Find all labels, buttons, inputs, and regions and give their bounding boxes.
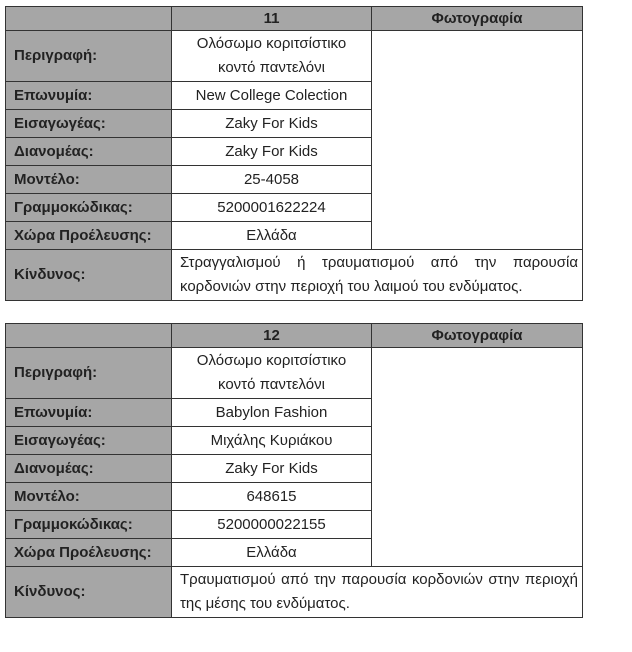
risk-row xyxy=(6,567,583,618)
description-label: Περιγραφή: xyxy=(6,31,172,82)
model-value: 25-4058 xyxy=(172,166,372,194)
distributor-label: Διανομέας: xyxy=(6,455,172,483)
description-line-1: Ολόσωμο κοριτσίστικο xyxy=(196,35,347,52)
description-line-1: Ολόσωμο κοριτσίστικο xyxy=(196,352,347,369)
barcode-label: Γραμμοκώδικας: xyxy=(6,194,172,222)
importer-label: Εισαγωγέας: xyxy=(6,427,172,455)
product-table-12 xyxy=(5,323,583,618)
barcode-value: 5200000022155 xyxy=(172,511,372,539)
origin-label: Χώρα Προέλευσης: xyxy=(6,222,172,250)
photo-header: Φωτογραφία xyxy=(372,7,583,31)
brand-label: Επωνυμία: xyxy=(6,399,172,427)
model-value: 648615 xyxy=(172,483,372,511)
item-number: 12 xyxy=(172,324,372,348)
brand-value: New College Colection xyxy=(172,82,372,110)
model-label: Μοντέλο: xyxy=(6,166,172,194)
description-row xyxy=(6,348,583,399)
importer-label: Εισαγωγέας: xyxy=(6,110,172,138)
description-label: Περιγραφή: xyxy=(6,348,172,399)
risk-label: Κίνδυνος: xyxy=(6,250,172,301)
origin-label: Χώρα Προέλευσης: xyxy=(6,539,172,567)
risk-value: Στραγγαλισμού ή τραυματισμού από την παρουσία κορδονιών στην περιοχή του λαιμού του ενδύματος. xyxy=(172,250,583,301)
risk-label: Κίνδυνος: xyxy=(6,567,172,618)
product-table-11 xyxy=(5,6,583,301)
origin-value: Ελλάδα xyxy=(172,222,372,250)
risk-row xyxy=(6,250,583,301)
importer-value: Μιχάλης Κυριάκου xyxy=(172,427,372,455)
brand-value: Babylon Fashion xyxy=(172,399,372,427)
description-line-2: κοντό παντελόνι xyxy=(218,59,325,76)
distributor-value: Zaky For Kids xyxy=(172,138,372,166)
risk-value: Τραυματισμού από την παρουσία κορδονιών στην περιοχή της μέσης του ενδύματος. xyxy=(172,567,583,618)
photo-cell xyxy=(372,31,583,250)
description-value xyxy=(172,31,372,82)
distributor-label: Διανομέας: xyxy=(6,138,172,166)
description-row xyxy=(6,31,583,82)
header-empty-cell xyxy=(6,7,172,31)
barcode-label: Γραμμοκώδικας: xyxy=(6,511,172,539)
importer-value: Zaky For Kids xyxy=(172,110,372,138)
description-line-2: κοντό παντελόνι xyxy=(218,376,325,393)
barcode-value: 5200001622224 xyxy=(172,194,372,222)
header-row xyxy=(6,324,583,348)
photo-cell xyxy=(372,348,583,567)
model-label: Μοντέλο: xyxy=(6,483,172,511)
item-number: 11 xyxy=(172,7,372,31)
header-empty-cell xyxy=(6,324,172,348)
header-row xyxy=(6,7,583,31)
photo-header: Φωτογραφία xyxy=(372,324,583,348)
distributor-value: Zaky For Kids xyxy=(172,455,372,483)
description-value xyxy=(172,348,372,399)
origin-value: Ελλάδα xyxy=(172,539,372,567)
brand-label: Επωνυμία: xyxy=(6,82,172,110)
